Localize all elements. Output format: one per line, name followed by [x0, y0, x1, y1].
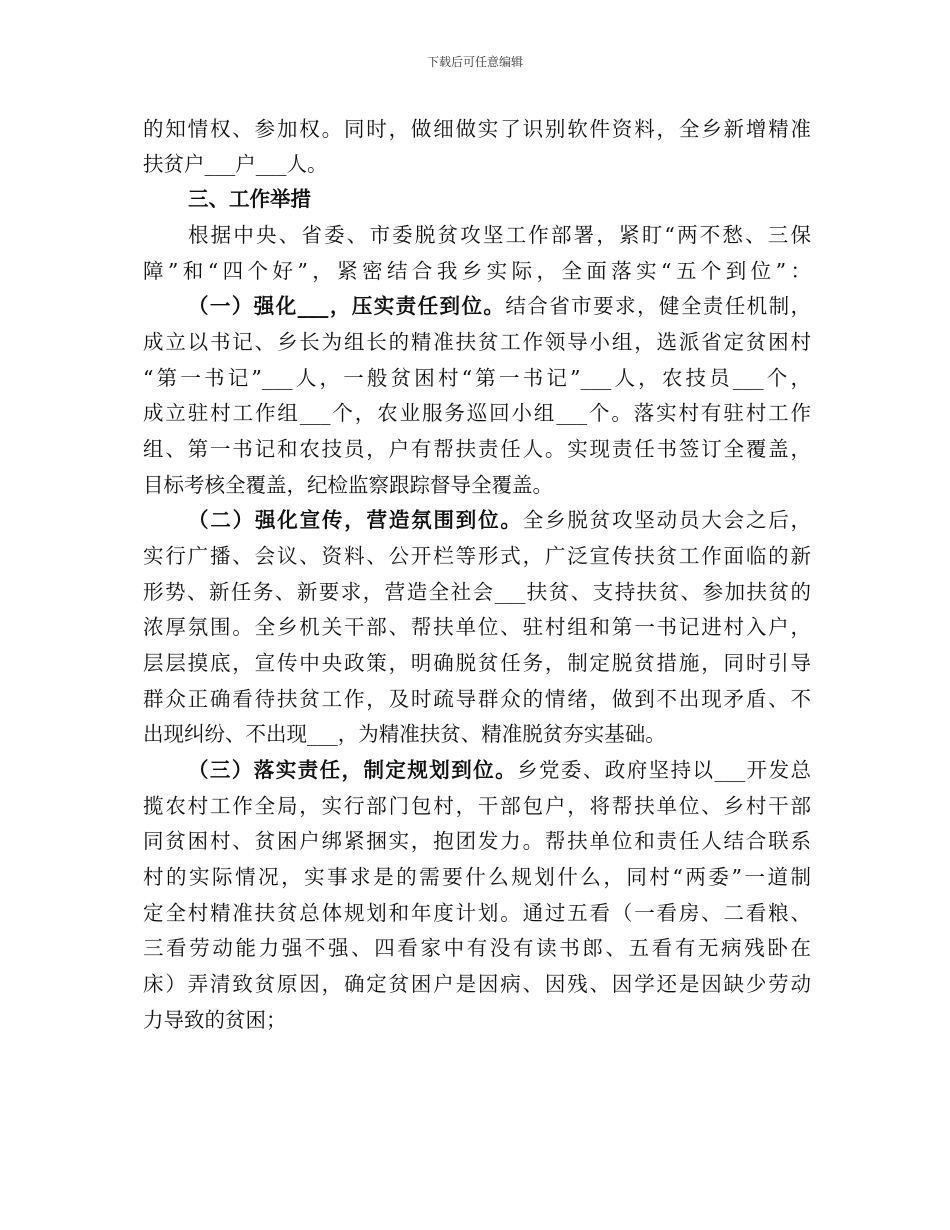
body-line: 障”和“四个好”，紧密结合我乡实际，全面落实“五个到位”：	[143, 259, 811, 283]
body-line: 的知情权、参加权。同时，做细做实了识别软件资料，全乡新增精准	[143, 117, 811, 141]
body-line: 定全村精准扶贫总体规划和年度计划。通过五看（一看房、二看粮、	[143, 901, 811, 925]
body-line: 村的实际情况，实事求是的需要什么规划什么，同村“两委”一道制	[143, 865, 811, 889]
section-heading: 三、工作举措	[188, 187, 311, 211]
body-line: 力导致的贫困；	[143, 1008, 287, 1032]
body-line: 形势、新任务、新要求，营造全社会___扶贫、支持扶贫、参加扶贫的	[143, 580, 811, 604]
body-line: 三看劳动能力强不强、四看家中有没有读书郎、五看有无病残卧在	[143, 936, 811, 960]
body-text: 全乡脱贫攻坚动员大会之后，	[522, 508, 812, 532]
subsection-line	[188, 293, 811, 319]
body-line: 成立驻村工作组___个，农业服务巡回小组___个。落实村有驻村工作	[143, 401, 811, 425]
page-header: 下载后可任意编辑	[426, 55, 523, 69]
body-line: 床）弄清致贫原因，确定贫困户是因病、因残、因学还是因缺少劳动	[143, 972, 811, 996]
body-text: 乡党委、政府坚持以___开发总	[517, 758, 812, 782]
body-line: 实行广播、会议、资料、公开栏等形式，广泛宣传扶贫工作面临的新	[143, 544, 811, 568]
subsection-line	[188, 507, 811, 533]
body-text: 结合省市要求，健全责任机制，	[505, 294, 812, 318]
body-line: 同贫困村、贫困户绑紧捆实，抱团发力。帮扶单位和责任人结合联系	[143, 829, 811, 853]
body-line: 群众正确看待扶贫工作，及时疏导群众的情绪，做到不出现矛盾、不	[143, 687, 811, 711]
body-line: 扶贫户___户___人。	[143, 152, 328, 176]
body-line: 目标考核全覆盖，纪检监察跟踪督导全覆盖。	[143, 473, 553, 497]
body-line: 层层摸底，宣传中央政策，明确脱贫任务，制定脱贫措施，同时引导	[143, 651, 811, 675]
body-line: 组、第一书记和农技员，户有帮扶责任人。实现责任书签订全覆盖，	[143, 437, 811, 461]
subsection-heading: （一）强化___，压实责任到位。	[188, 294, 506, 318]
subsection-heading: （二）强化宣传，营造氛围到位。	[188, 508, 523, 532]
subsection-line	[188, 757, 811, 783]
body-line: “第一书记”___人，一般贫困村“第一书记”___人，农技员___个，	[143, 366, 811, 390]
body-line: 浓厚氛围。全乡机关干部、帮扶单位、驻村组和第一书记进村入户，	[143, 615, 811, 639]
subsection-heading: （三）落实责任，制定规划到位。	[188, 758, 518, 782]
body-line: 根据中央、省委、市委脱贫攻坚工作部署，紧盯“两不愁、三保	[188, 223, 811, 247]
body-line: 成立以书记、乡长为组长的精准扶贫工作领导小组，选派省定贫困村	[143, 330, 811, 354]
body-line: 出现纠纷、不出现___，为精准扶贫、精准脱贫夯实基础。	[143, 722, 666, 746]
body-line: 揽农村工作全局，实行部门包村，干部包户，将帮扶单位、乡村干部	[143, 794, 811, 818]
